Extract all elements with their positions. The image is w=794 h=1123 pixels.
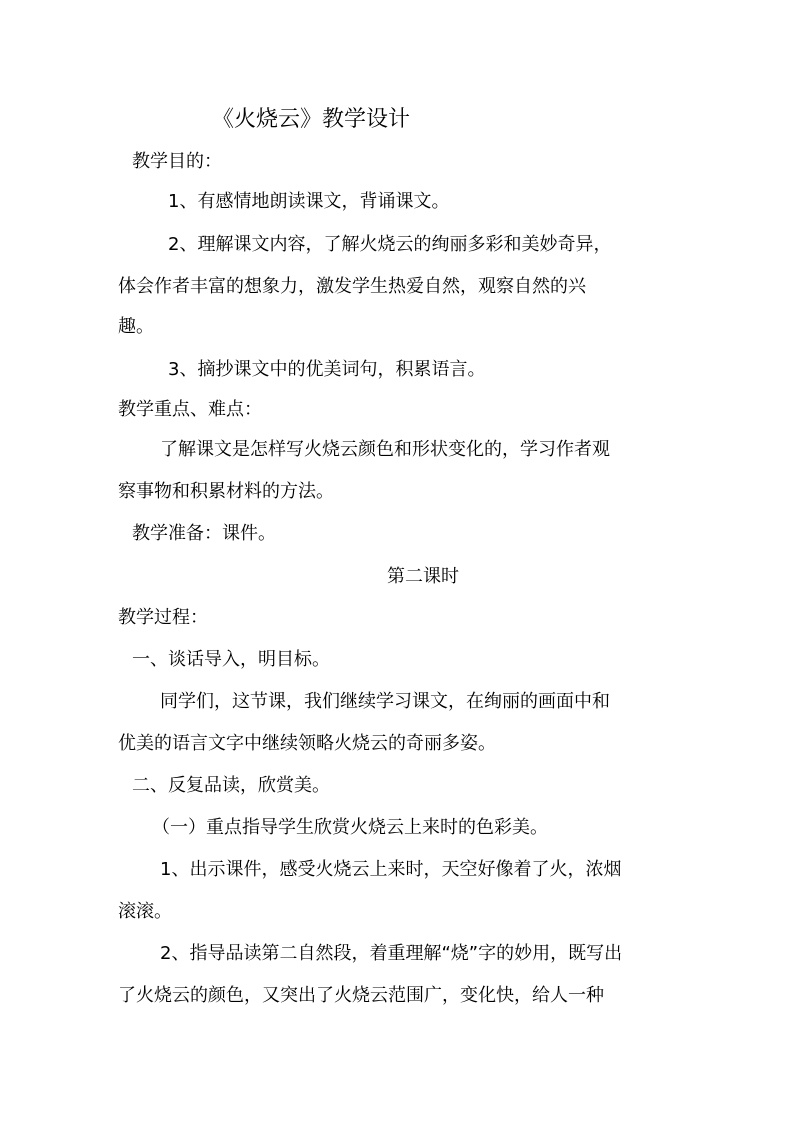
key-points-line-2: 察事物和积累材料的方法。 (118, 481, 334, 502)
step1-heading: 一、谈话导入，明目标。 (132, 649, 330, 670)
step2-item-line-1: 1、出示课件，感受火烧云上来时，天空好像着了火，浓烟 (160, 859, 622, 880)
step2-sub1: （一）重点指导学生欣赏火烧云上来时的色彩美。 (152, 817, 548, 838)
step2-item-line-4: 了火烧云的颜色，又突出了火烧云范围广，变化快，给人一种 (118, 985, 604, 1006)
step1-line-2: 优美的语言文字中继续领略火烧云的奇丽多姿。 (118, 733, 496, 754)
step2-item-line-2: 滚滚。 (118, 901, 172, 922)
objective-line-5: 3、摘抄课文中的优美词句，积累语言。 (168, 359, 486, 380)
key-points-heading: 教学重点、难点： (118, 399, 262, 420)
objective-line-3: 体会作者丰富的想象力，激发学生热爱自然，观察自然的兴 (118, 276, 586, 297)
step2-item-line-3: 2、指导品读第二自然段，着重理解“烧”字的妙用，既写出 (160, 943, 623, 964)
preparation-line: 教学准备：课件。 (132, 523, 276, 544)
process-heading: 教学过程： (118, 607, 208, 628)
objectives-heading: 教学目的： (132, 151, 222, 172)
objective-line-2: 2、理解课文内容，了解火烧云的绚丽多彩和美妙奇异， (168, 234, 612, 255)
key-points-line-1: 了解课文是怎样写火烧云颜色和形状变化的，学习作者观 (160, 439, 610, 460)
step2-heading: 二、反复品读，欣赏美。 (132, 775, 330, 796)
objective-line-4: 趣。 (118, 316, 154, 337)
document-title: 《火烧云》教学设计 (212, 107, 411, 132)
step1-line-1: 同学们，这节课，我们继续学习课文，在绚丽的画面中和 (160, 691, 610, 712)
lesson-heading: 第二课时 (387, 566, 459, 587)
objective-line-1: 1、有感情地朗读课文，背诵课文。 (168, 191, 450, 212)
